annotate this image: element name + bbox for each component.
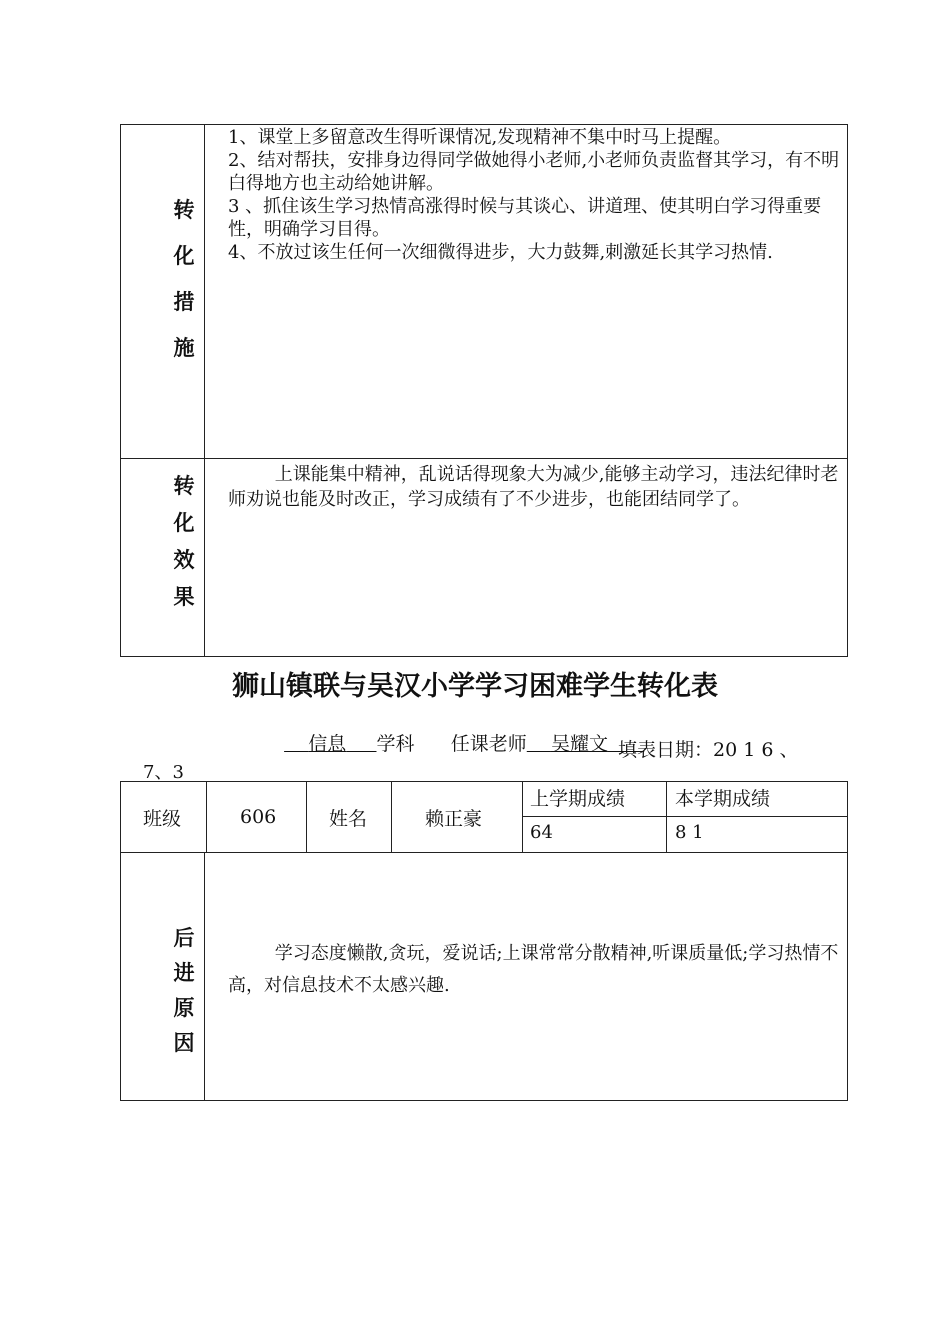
col-4 — [522, 781, 523, 852]
score-row-divider — [522, 816, 848, 817]
class-label: 班级 — [143, 807, 182, 830]
measure-item: 4、不放过该生任何一次细微得进步，大力鼓舞,刺激延长其学习热情. — [228, 242, 773, 263]
top-table-col-divider — [204, 124, 205, 657]
measures-text — [228, 126, 840, 264]
col-3 — [391, 781, 392, 852]
subject-value: 信息 — [308, 733, 347, 755]
teacher-value: 吴耀文 — [550, 733, 608, 755]
date-cont: 7、3 — [143, 762, 184, 783]
teacher-label: 任课老师 — [450, 733, 527, 755]
effect-label: 转 化 效 果 — [173, 474, 195, 609]
form-row-divider — [120, 852, 848, 853]
reason-text: 学习态度懒散,贪玩，爱说话;上课常常分散精神,听课质量低;学习热情不高，对信息技术不太感兴趣. — [228, 943, 839, 996]
form-title: 狮山镇联与吴汉小学学习困难学生转化表 — [232, 671, 718, 702]
reason-label: 后 进 原 因 — [173, 926, 195, 1055]
col-1 — [206, 781, 207, 852]
date-label: 填表日期：20 1 6 、 — [618, 739, 799, 761]
measure-item: 1、课堂上多留意改生得听课情况,发现精神不集中时马上提醒。 — [228, 127, 732, 148]
col-2 — [306, 781, 307, 852]
measure-item: 2、结对帮扶，安排身边得同学做她得小老师,小老师负责监督其学习，有不明白得地方也主动给她讲解。 — [228, 150, 840, 194]
measures-label: 转 化 措 施 — [173, 198, 195, 360]
class-value: 606 — [240, 806, 277, 828]
effect-text: 上课能集中精神，乱说话得现象大为减少,能够主动学习，违法纪律时老师劝说也能及时改正，学习成绩有了不少进步，也能团结同学了。 — [228, 464, 839, 510]
last-term-label: 上学期成绩 — [530, 787, 626, 810]
reason-col-divider — [204, 852, 205, 1101]
measure-item: 3 、抓住该生学习热情高涨得时候与其谈心、讲道理、使其明白学习得重要性，明确学习目得。 — [228, 196, 822, 240]
subject-label: 学科 — [376, 733, 415, 755]
this-term-value: 8 1 — [675, 821, 704, 843]
col-5 — [666, 781, 667, 852]
top-table-row-divider — [120, 458, 848, 459]
subject-teacher-line — [272, 707, 644, 756]
this-term-label: 本学期成绩 — [675, 787, 771, 810]
name-label: 姓名 — [329, 807, 368, 830]
name-value: 赖正豪 — [425, 807, 483, 830]
last-term-value: 64 — [530, 821, 553, 843]
